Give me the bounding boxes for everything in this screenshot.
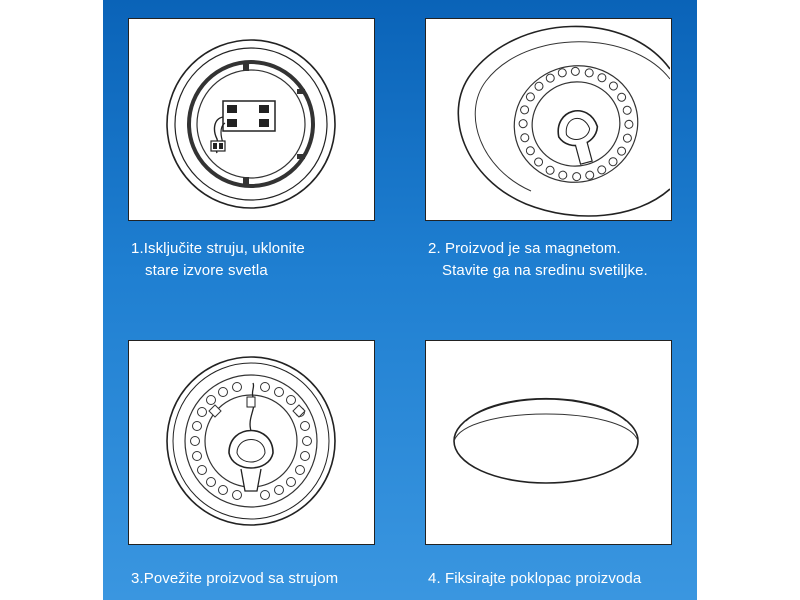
step-2-caption <box>428 238 648 282</box>
mounted-cover-drawing <box>426 341 670 543</box>
step-4-caption-line-1: 4. Fiksirajte poklopac proizvoda <box>428 570 642 587</box>
step-2-caption-line-1: 2. Proizvod je sa magnetom. <box>428 240 621 257</box>
step-1-caption-line-2: stare izvore svetla <box>145 262 268 279</box>
step-1-caption-line-1: 1.Isključite struju, uklonite <box>131 240 305 257</box>
step-3-caption-line-1: 3.Povežite proizvod sa strujom <box>131 570 339 587</box>
magnetic-led-module-drawing <box>426 19 670 219</box>
step-4-caption <box>428 568 641 590</box>
step-4-illustration <box>425 340 672 545</box>
step-2-caption-line-2: Stavite ga na sredinu svetiljke. <box>442 262 648 279</box>
step-3-caption <box>131 568 338 590</box>
connected-module-drawing <box>129 341 373 543</box>
step-2-illustration <box>425 18 672 221</box>
step-3-illustration <box>128 340 375 545</box>
old-light-fixture-drawing <box>129 19 373 219</box>
step-1-illustration <box>128 18 375 221</box>
step-1-caption <box>131 238 305 282</box>
